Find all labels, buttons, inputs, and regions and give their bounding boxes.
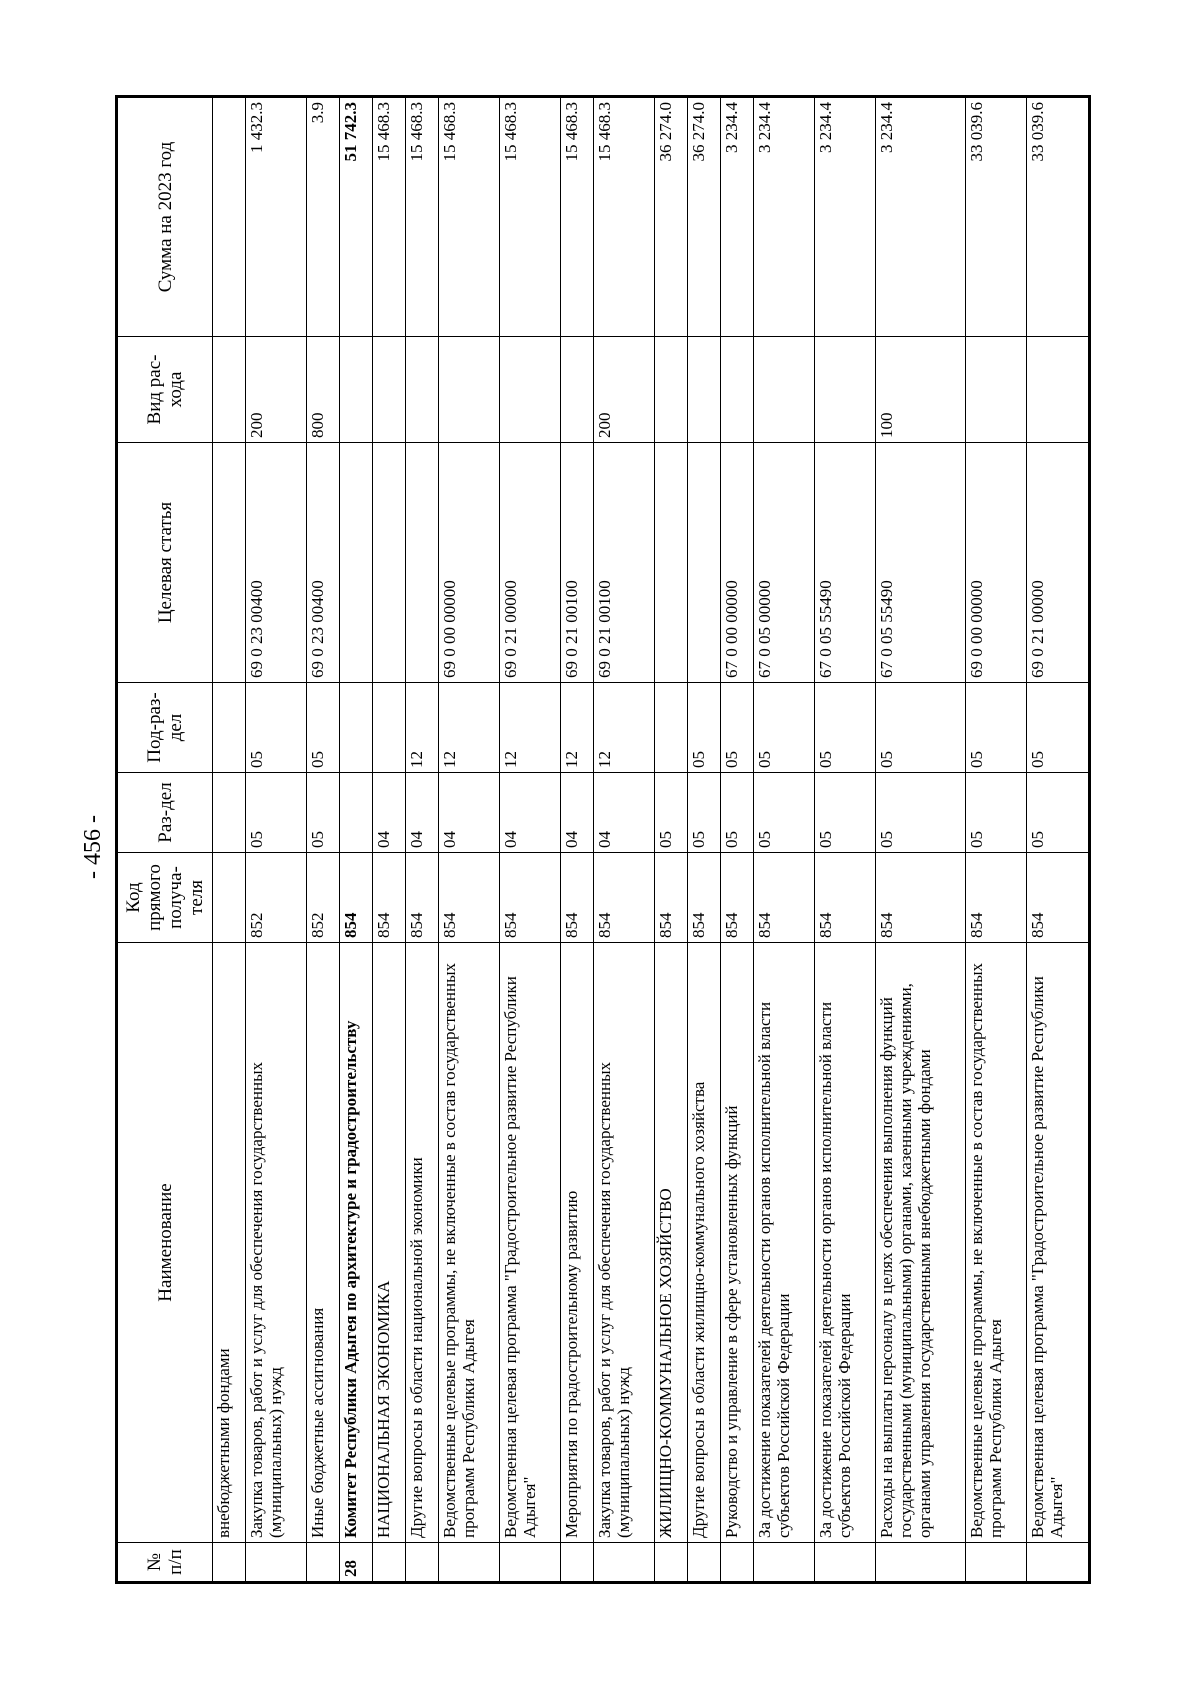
cell-name: Ведомственная целевая программа "Градостроительное развитие Республики Адыгея": [499, 943, 560, 1543]
cell-expense-type: [339, 337, 372, 443]
header-name: Наименование: [117, 943, 213, 1543]
cell-section: 05: [655, 773, 688, 853]
cell-recipient: 854: [372, 853, 405, 943]
cell-subsection: [655, 683, 688, 773]
cell-amount: [213, 97, 246, 337]
table-row: [499, 97, 560, 1583]
cell-name: Другие вопросы в области национальной экономики: [405, 943, 438, 1543]
cell-recipient: 854: [814, 853, 875, 943]
cell-section: 04: [372, 773, 405, 853]
header-target: Целевая статья: [117, 443, 213, 683]
cell-target: 69 0 00 00000: [965, 443, 1026, 683]
cell-section: 05: [965, 773, 1026, 853]
table-row: [561, 97, 594, 1583]
cell-subsection: [372, 683, 405, 773]
cell-target: [655, 443, 688, 683]
header-amount: Сумма на 2023 год: [117, 97, 213, 337]
cell-expense-type: [405, 337, 438, 443]
cell-section: 05: [245, 773, 306, 853]
cell-recipient: 852: [245, 853, 306, 943]
cell-no: [213, 1543, 246, 1583]
cell-expense-type: 200: [245, 337, 306, 443]
cell-subsection: 12: [499, 683, 560, 773]
cell-target: [372, 443, 405, 683]
cell-section: [213, 773, 246, 853]
cell-section: 04: [499, 773, 560, 853]
cell-subsection: 05: [307, 683, 340, 773]
header-section: Раз-дел: [117, 773, 213, 853]
cell-section: 04: [438, 773, 499, 853]
cell-amount: 36 274.0: [688, 97, 721, 337]
cell-recipient: 854: [720, 853, 753, 943]
cell-recipient: 854: [438, 853, 499, 943]
cell-no: [720, 1543, 753, 1583]
cell-target: [688, 443, 721, 683]
cell-no: [307, 1543, 340, 1583]
cell-subsection: [339, 683, 372, 773]
cell-target: 69 0 21 00000: [1027, 443, 1090, 683]
cell-section: 05: [1027, 773, 1090, 853]
cell-expense-type: [213, 337, 246, 443]
cell-name: Закупка товаров, работ и услуг для обеспечения государственных (муниципальных) нужд: [593, 943, 654, 1543]
cell-expense-type: 800: [307, 337, 340, 443]
cell-name: Закупка товаров, работ и услуг для обеспечения государственных (муниципальных) нужд: [245, 943, 306, 1543]
cell-amount: 15 468.3: [593, 97, 654, 337]
cell-expense-type: [720, 337, 753, 443]
cell-expense-type: [372, 337, 405, 443]
cell-target: 69 0 23 00400: [307, 443, 340, 683]
table-body: [213, 97, 1090, 1583]
cell-subsection: [213, 683, 246, 773]
cell-section: 05: [307, 773, 340, 853]
table-row: [655, 97, 688, 1583]
cell-no: [655, 1543, 688, 1583]
cell-target: 69 0 23 00400: [245, 443, 306, 683]
cell-no: [688, 1543, 721, 1583]
cell-name: За достижение показателей деятельности органов исполнительной власти субъектов Российской Федерации: [753, 943, 814, 1543]
cell-amount: 1 432.3: [245, 97, 306, 337]
cell-recipient: 854: [405, 853, 438, 943]
cell-recipient: 852: [307, 853, 340, 943]
table-row: [965, 97, 1026, 1583]
cell-recipient: 854: [339, 853, 372, 943]
cell-target: 69 0 21 00100: [593, 443, 654, 683]
table-row: [245, 97, 306, 1583]
cell-name: Ведомственная целевая программа "Градостроительное развитие Республики Адыгея": [1027, 943, 1090, 1543]
cell-section: 04: [593, 773, 654, 853]
cell-target: 67 0 05 55490: [814, 443, 875, 683]
budget-table: [115, 95, 1091, 1584]
cell-subsection: 05: [688, 683, 721, 773]
cell-subsection: 05: [245, 683, 306, 773]
cell-recipient: [213, 853, 246, 943]
cell-section: [339, 773, 372, 853]
cell-amount: 3.9: [307, 97, 340, 337]
cell-no: [372, 1543, 405, 1583]
cell-no: [561, 1543, 594, 1583]
cell-section: 05: [876, 773, 966, 853]
cell-target: 69 0 21 00100: [561, 443, 594, 683]
cell-target: [339, 443, 372, 683]
table-row: [339, 97, 372, 1583]
cell-amount: 3 234.4: [876, 97, 966, 337]
table-row: [405, 97, 438, 1583]
cell-subsection: 12: [561, 683, 594, 773]
cell-amount: 33 039.6: [1027, 97, 1090, 337]
cell-amount: 15 468.3: [405, 97, 438, 337]
cell-amount: 3 234.4: [814, 97, 875, 337]
table-row: [753, 97, 814, 1583]
cell-subsection: 12: [405, 683, 438, 773]
cell-amount: 15 468.3: [372, 97, 405, 337]
table-row: [593, 97, 654, 1583]
cell-subsection: 12: [438, 683, 499, 773]
table-row: [876, 97, 966, 1583]
cell-section: 05: [753, 773, 814, 853]
cell-no: [405, 1543, 438, 1583]
cell-subsection: 05: [814, 683, 875, 773]
cell-no: [593, 1543, 654, 1583]
cell-subsection: 05: [876, 683, 966, 773]
table-row: [814, 97, 875, 1583]
cell-section: 05: [814, 773, 875, 853]
cell-expense-type: [965, 337, 1026, 443]
cell-amount: 33 039.6: [965, 97, 1026, 337]
cell-name: Мероприятия по градостроительному развитию: [561, 943, 594, 1543]
cell-amount: 3 234.4: [753, 97, 814, 337]
table-row: [438, 97, 499, 1583]
header-subsection: Под-раз-дел: [117, 683, 213, 773]
cell-recipient: 854: [561, 853, 594, 943]
cell-no: [965, 1543, 1026, 1583]
header-recipient: Код прямого получа-теля: [117, 853, 213, 943]
cell-expense-type: [561, 337, 594, 443]
cell-expense-type: 100: [876, 337, 966, 443]
table-row: [372, 97, 405, 1583]
cell-no: [753, 1543, 814, 1583]
cell-target: 67 0 05 55490: [876, 443, 966, 683]
cell-no: [876, 1543, 966, 1583]
cell-recipient: 854: [688, 853, 721, 943]
cell-name: Иные бюджетные ассигнования: [307, 943, 340, 1543]
cell-no: [814, 1543, 875, 1583]
cell-amount: 51 742.3: [339, 97, 372, 337]
cell-subsection: 05: [720, 683, 753, 773]
cell-expense-type: [499, 337, 560, 443]
cell-recipient: 854: [965, 853, 1026, 943]
cell-subsection: 12: [593, 683, 654, 773]
cell-no: [245, 1543, 306, 1583]
cell-expense-type: [814, 337, 875, 443]
cell-name: Ведомственные целевые программы, не включенные в состав государственных программ Республики Адыгея: [965, 943, 1026, 1543]
cell-name: внебюджетными фондами: [213, 943, 246, 1543]
header-expense-type: Вид рас-хода: [117, 337, 213, 443]
cell-target: 69 0 00 00000: [438, 443, 499, 683]
cell-target: 67 0 00 00000: [720, 443, 753, 683]
cell-name: За достижение показателей деятельности органов исполнительной власти субъектов Российской Федерации: [814, 943, 875, 1543]
cell-no: [499, 1543, 560, 1583]
cell-name: ЖИЛИЩНО-КОММУНАЛЬНОЕ ХОЗЯЙСТВО: [655, 943, 688, 1543]
cell-recipient: 854: [876, 853, 966, 943]
cell-amount: 15 468.3: [438, 97, 499, 337]
cell-target: 69 0 21 00000: [499, 443, 560, 683]
cell-amount: 3 234.4: [720, 97, 753, 337]
budget-table-sheet: [115, 98, 1091, 1584]
cell-no: [1027, 1543, 1090, 1583]
cell-recipient: 854: [753, 853, 814, 943]
cell-target: [405, 443, 438, 683]
page-number: - 456 -: [80, 815, 106, 879]
cell-expense-type: [753, 337, 814, 443]
cell-expense-type: [1027, 337, 1090, 443]
cell-amount: 15 468.3: [499, 97, 560, 337]
table-header-row: [117, 97, 213, 1583]
cell-subsection: 05: [1027, 683, 1090, 773]
cell-recipient: 854: [499, 853, 560, 943]
cell-target: 67 0 05 00000: [753, 443, 814, 683]
cell-no: 28: [339, 1543, 372, 1583]
cell-section: 04: [405, 773, 438, 853]
cell-section: 04: [561, 773, 594, 853]
cell-name: НАЦИОНАЛЬНАЯ ЭКОНОМИКА: [372, 943, 405, 1543]
cell-expense-type: [655, 337, 688, 443]
cell-section: 05: [720, 773, 753, 853]
cell-name: Расходы на выплаты персоналу в целях обеспечения выполнения функций государственными (муниципальными) органами, казенными учреждениями, органами управления государственными внебюджетными фондами: [876, 943, 966, 1543]
cell-name: Ведомственные целевые программы, не включенные в состав государственных программ Республики Адыгея: [438, 943, 499, 1543]
cell-expense-type: [688, 337, 721, 443]
cell-section: 05: [688, 773, 721, 853]
cell-target: [213, 443, 246, 683]
cell-recipient: 854: [1027, 853, 1090, 943]
cell-name: Руководство и управление в сфере установленных функций: [720, 943, 753, 1543]
cell-subsection: 05: [753, 683, 814, 773]
cell-amount: 36 274.0: [655, 97, 688, 337]
table-row: [213, 97, 246, 1583]
table-row: [1027, 97, 1090, 1583]
cell-name: Другие вопросы в области жилищно-коммунального хозяйства: [688, 943, 721, 1543]
cell-name: Комитет Республики Адыгея по архитектуре и градостроительству: [339, 943, 372, 1543]
cell-expense-type: [438, 337, 499, 443]
table-row: [688, 97, 721, 1583]
cell-expense-type: 200: [593, 337, 654, 443]
cell-subsection: 05: [965, 683, 1026, 773]
cell-no: [438, 1543, 499, 1583]
cell-amount: 15 468.3: [561, 97, 594, 337]
cell-recipient: 854: [593, 853, 654, 943]
table-row: [307, 97, 340, 1583]
table-row: [720, 97, 753, 1583]
header-no: № п/п: [117, 1543, 213, 1583]
cell-recipient: 854: [655, 853, 688, 943]
